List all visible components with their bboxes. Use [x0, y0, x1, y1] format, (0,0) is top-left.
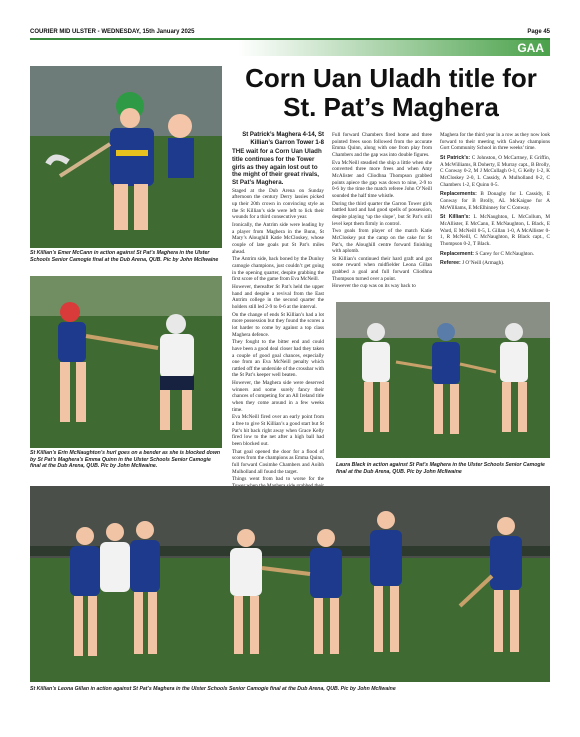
- team-replacement-st-killians: [440, 251, 550, 258]
- team-label: St Killian’s:: [440, 214, 471, 221]
- paragraph: Two goals from player of the match Katie McCloskey put the camp on the cake for St Pat’s, the Aloughill centre forward finishing with aplomb.: [332, 228, 432, 255]
- caption-photo-1: St Killian’s Emer McCann in action against St Pat’s Maghera in the Ulster Schools Senior Camogie final at the Dub Arena, QUB. Pic by John McIlwaine: [30, 250, 219, 263]
- photo-laura-black-image: [336, 302, 550, 458]
- paragraph: That goal opened the door for a flood of scores from the champions as Emma Quinn, full forward Cosimhe Chambers and Aoibh Mulholland all found the target.: [232, 448, 324, 475]
- referee-line: [440, 260, 550, 267]
- paragraph: Things went from bad to worse for the: [232, 476, 324, 483]
- paragraph: However the cup was on its way back to: [332, 283, 416, 290]
- paragraph: However, the Maghera side were deserved winners and some surely fancy their chances of competing for an All Ireland title when they come around in a few weeks time.: [232, 380, 324, 413]
- paragraph: During the third quarter the Garron Tower girls battled hard and had good spells of possession, despite playing ‘up the slope’, but St Pat’s still level kept them firmly in control.: [332, 200, 432, 227]
- article-column-1: [232, 148, 324, 483]
- masthead-title: COURIER MID ULSTER - WEDNESDAY, 15th January 2025: [30, 29, 195, 35]
- team-text: L McNaughton, L McCollum, M McAllister, E McCann, E McNaughton, L Black, E Ward, E McNeill 0-5, L Gillan 1-0, A McAllister 0-1, R McNeill, C McNaughton, R Black capt., C Thompson 0-2, T Black.: [440, 214, 551, 247]
- caption-photo-4: St Killian’s Leona Gillan in action against St Pat’s Maghera in the Ulster Schools Senior Camogie final at the Dub Arena, QUB. Pic by John McIlwaine: [30, 686, 396, 692]
- team-label: Replacement:: [440, 250, 475, 257]
- photo-laura-black: [336, 302, 550, 458]
- team-text: S Carey for C McNaughton.: [475, 250, 534, 257]
- photo-leona-gillan: [30, 486, 550, 682]
- page-number: Page 45: [527, 29, 550, 35]
- photo-emer-mccann-image: [30, 66, 222, 248]
- paragraph: They fought to the bitter end and could have been a good deal closer had they taken a couple of good goal chances, especially one from an Eva McNeill penalty which rattled off the underside of the crossbar with the St Pat’s keeper well beaten.: [232, 339, 324, 379]
- team-label: Referee:: [440, 260, 461, 267]
- team-text: C Johnston, O McCartney, E Griffin, A McWilliams, R Doherty, E Murray capt., B Brolly, C Conway 0-2, M J McCullagh 0-1, G Kelly 1-2, K McCloskey 2-0, L Cassidy, A Mulholland 0-2, C Chambers 1-2, E Quinn 0-5.: [440, 154, 550, 188]
- paragraph: Staged at the Dub Arena on Sunday afternoon the century Derry lassies picked up their 20th crown in convincing style as the St Killian’s side were left to lick their wounds for a third consecutive year.: [232, 187, 324, 221]
- team-lineup-st-killians: [440, 214, 550, 247]
- article-kicker: [232, 132, 324, 148]
- photo-erin-mcnaughton: [30, 276, 222, 448]
- section-label: GAA: [517, 41, 544, 55]
- article-column-2: [332, 132, 432, 302]
- caption-photo-2: St Killian’s Erin McNaughton’s hurl goes on a bender as she is blocked down by St Pat’s Maghera’s Emma Quinn in the Ulster Schools Senior Camogie final at the Dub Arena, QUB. Pic by John McIlwaine.: [30, 450, 221, 469]
- kicker-line-2: Killian’s Garron Tower 1-8: [250, 139, 324, 146]
- kicker-line-1: St Patrick’s Maghera 4-14, St: [242, 132, 324, 138]
- paragraph: Ironically, the Antrim side were leading by a player from Maghera in the Bunn, St Mary’s Aloughill Katie McCloskey, whose couple of late goals put St Pat’s miles ahead.: [232, 222, 324, 255]
- team-label: Replacements:: [440, 191, 477, 198]
- article-lead: THE wait for a Corn Uan Uladh title continues for the Tower girls as they again lost out to the might of their great rivals, St Pat’s Maghera.: [232, 148, 322, 186]
- section-bar: [30, 40, 550, 56]
- team-text: J O’Neill (Armagh).: [462, 260, 505, 267]
- paragraph: The Antrim side, back boned by the Dunloy camogie champions, just couldn’t get going in the opening quarter, despite grabbing the first score of the game from Eva McNeill.: [232, 256, 324, 283]
- paragraph: However, thereafter St Pat’s held the upper hand and despite a revival from the East Antrim college in the second quarter the holders still led 2-9 to 0-6 at the interval.: [232, 283, 324, 310]
- masthead: [30, 26, 550, 38]
- team-lineup-st-patricks: [440, 155, 550, 188]
- article-headline: Corn Uan Uladh title for St. Pat’s Maghera: [245, 63, 537, 123]
- team-text: B Donaghy for L Cassidy, E Conway for B Brolly, AL McKaigue for A McWilliams, E McElhinney for C Conway.: [440, 191, 551, 211]
- paragraph: Eva McNeill steadied the ship a little when she converted three more frees and when Amy McAlister and Cliodhna Thompson grabbed points apiece the gap was down to nine, 2-9 to 0-6 by the time the match referee John O’Neill sounded the half time whistle.: [332, 159, 432, 199]
- article-column-3: [440, 132, 550, 302]
- paragraph: Eva McNeill fired over an early point from a free to give St Killian’s a good start but St Pat’s hit back right away when Grace Kelly fired low to the net after a high ball had been blocked out.: [232, 414, 324, 448]
- photo-erin-mcnaughton-image: [30, 276, 222, 448]
- team-replacements-st-patricks: [440, 191, 550, 211]
- caption-photo-3: Laura Black in action against St Pat’s Maghera in the Ulster Schools Senior Camogie final at the Dub Arena, QUB. Pic by John McIlwaine: [336, 462, 545, 475]
- paragraph: Maghera for the third year in a row as they now look forward to their meeting with Galway champions Gort Community School in three weeks’ time.: [440, 132, 550, 152]
- photo-emer-mccann: [30, 66, 222, 248]
- paragraph: On the change of ends St Killian’s had a lot more possession but they found the scores a lot harder to come by against a top class Maghera defence.: [232, 311, 324, 338]
- photo-leona-gillan-image: [30, 486, 550, 682]
- paragraph: St Killian’s continued their hard graft and got some reward when midfielder Leona Gillan grabbed a goal and full forward Cliodhna Thompson turned over a point.: [332, 255, 432, 282]
- paragraph: Full forward Chambers fired home and three pointed frees soon followed from the accurate Emma Quinn, along with one from play from Chambers and the gap was into double figures.: [332, 132, 432, 158]
- team-label: St Patrick’s:: [440, 154, 471, 161]
